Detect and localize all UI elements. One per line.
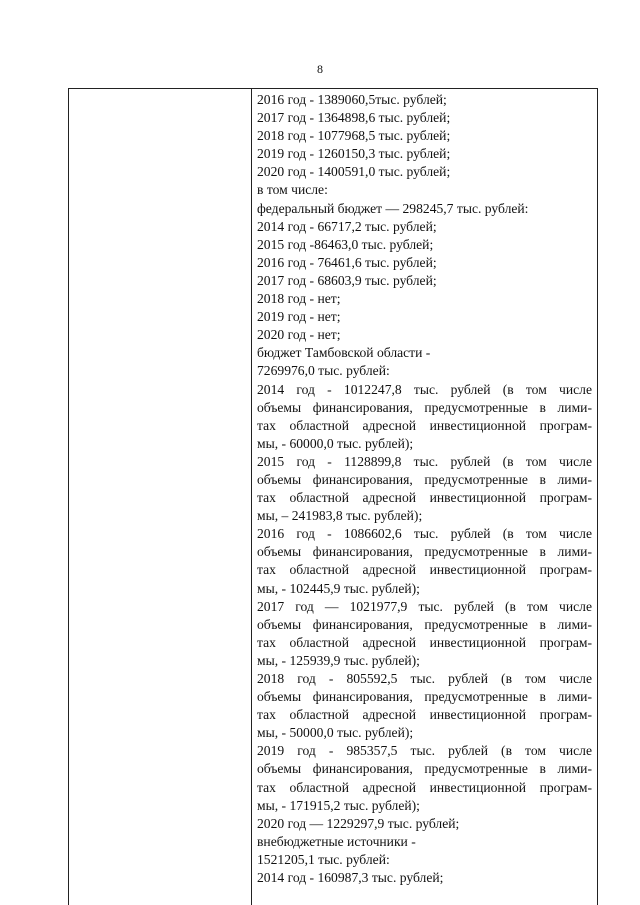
text-line: мы, - 50000,0 тыс. рублей); [257,725,414,741]
text-line: тах областной адресной инвестиционной програм- [257,779,592,795]
text-line: 2016 год - 76461,6 тыс. рублей; [257,254,437,270]
text-line: объемы финансирования, предусмотренные в лими- [257,761,592,777]
text-line: 2017 год - 68603,9 тыс. рублей; [257,272,437,288]
text-line: 7269976,0 тыс. рублей: [257,363,390,379]
text-line: 2019 год - 985357,5 тыс. рублей (в том числе [257,743,592,759]
funding-text [257,91,592,887]
text-line: мы, - 102445,9 тыс. рублей); [257,580,420,596]
text-line: тах областной адресной инвестиционной програм- [257,490,592,506]
text-line: в том числе: [257,182,328,198]
text-line: мы, - 60000,0 тыс. рублей); [257,435,414,451]
text-line: 2015 год -86463,0 тыс. рублей; [257,236,434,252]
text-line: 2019 год - 1260150,3 тыс. рублей; [257,146,451,162]
text-line: объемы финансирования, предусмотренные в лими- [257,616,592,632]
text-line: тах областной адресной инвестиционной програм- [257,634,592,650]
text-line: 2018 год - 1077968,5 тыс. рублей; [257,128,451,144]
text-line: 2014 год - 1012247,8 тыс. рублей (в том числе [257,381,592,397]
table-label-cell [68,89,252,905]
text-line: 2018 год - 805592,5 тыс. рублей (в том числе [257,671,592,686]
text-line: 2015 год - 1128899,8 тыс. рублей (в том числе [257,453,592,469]
text-line: 2017 год — 1021977,9 тыс. рублей (в том числе [257,598,592,614]
text-line: объемы финансирования, предусмотренные в лими- [257,544,592,560]
text-line: объемы финансирования, предусмотренные в лими- [257,689,592,705]
text-line: 2018 год - нет; [257,291,341,307]
text-line: мы, – 241983,8 тыс. рублей); [257,508,423,524]
text-line: тах областной адресной инвестиционной програм- [257,417,592,433]
text-line: тах областной адресной инвестиционной програм- [257,707,592,723]
text-line: федеральный бюджет — 298245,7 тыс. рублей: [257,200,529,216]
text-line: 1521205,1 тыс. рублей: [257,851,390,867]
text-line: 2017 год - 1364898,6 тыс. рублей; [257,110,451,126]
text-line: бюджет Тамбовской области - [257,345,431,361]
text-line: объемы финансирования, предусмотренные в лими- [257,399,592,415]
text-line: 2014 год - 66717,2 тыс. рублей; [257,218,437,234]
text-line: мы, - 125939,9 тыс. рублей); [257,652,420,668]
text-line: тах областной адресной инвестиционной програм- [257,562,592,578]
text-line: объемы финансирования, предусмотренные в лими- [257,471,592,487]
text-line: 2016 год - 1086602,6 тыс. рублей (в том числе [257,526,592,542]
text-line: мы, - 171915,2 тыс. рублей); [257,797,420,813]
text-line: 2019 год - нет; [257,309,341,325]
text-line: 2016 год - 1389060,5тыс. рублей; [257,92,447,107]
financing-table [68,88,598,905]
table-content-cell [252,89,598,905]
text-line: 2020 год — 1229297,9 тыс. рублей; [257,815,460,831]
text-line: 2020 год - 1400591,0 тыс. рублей; [257,164,451,180]
text-line: 2020 год - нет; [257,327,341,343]
page-number: 8 [317,62,323,76]
text-line: 2014 год - 160987,3 тыс. рублей; [257,870,444,886]
text-line: внебюджетные источники - [257,833,416,849]
